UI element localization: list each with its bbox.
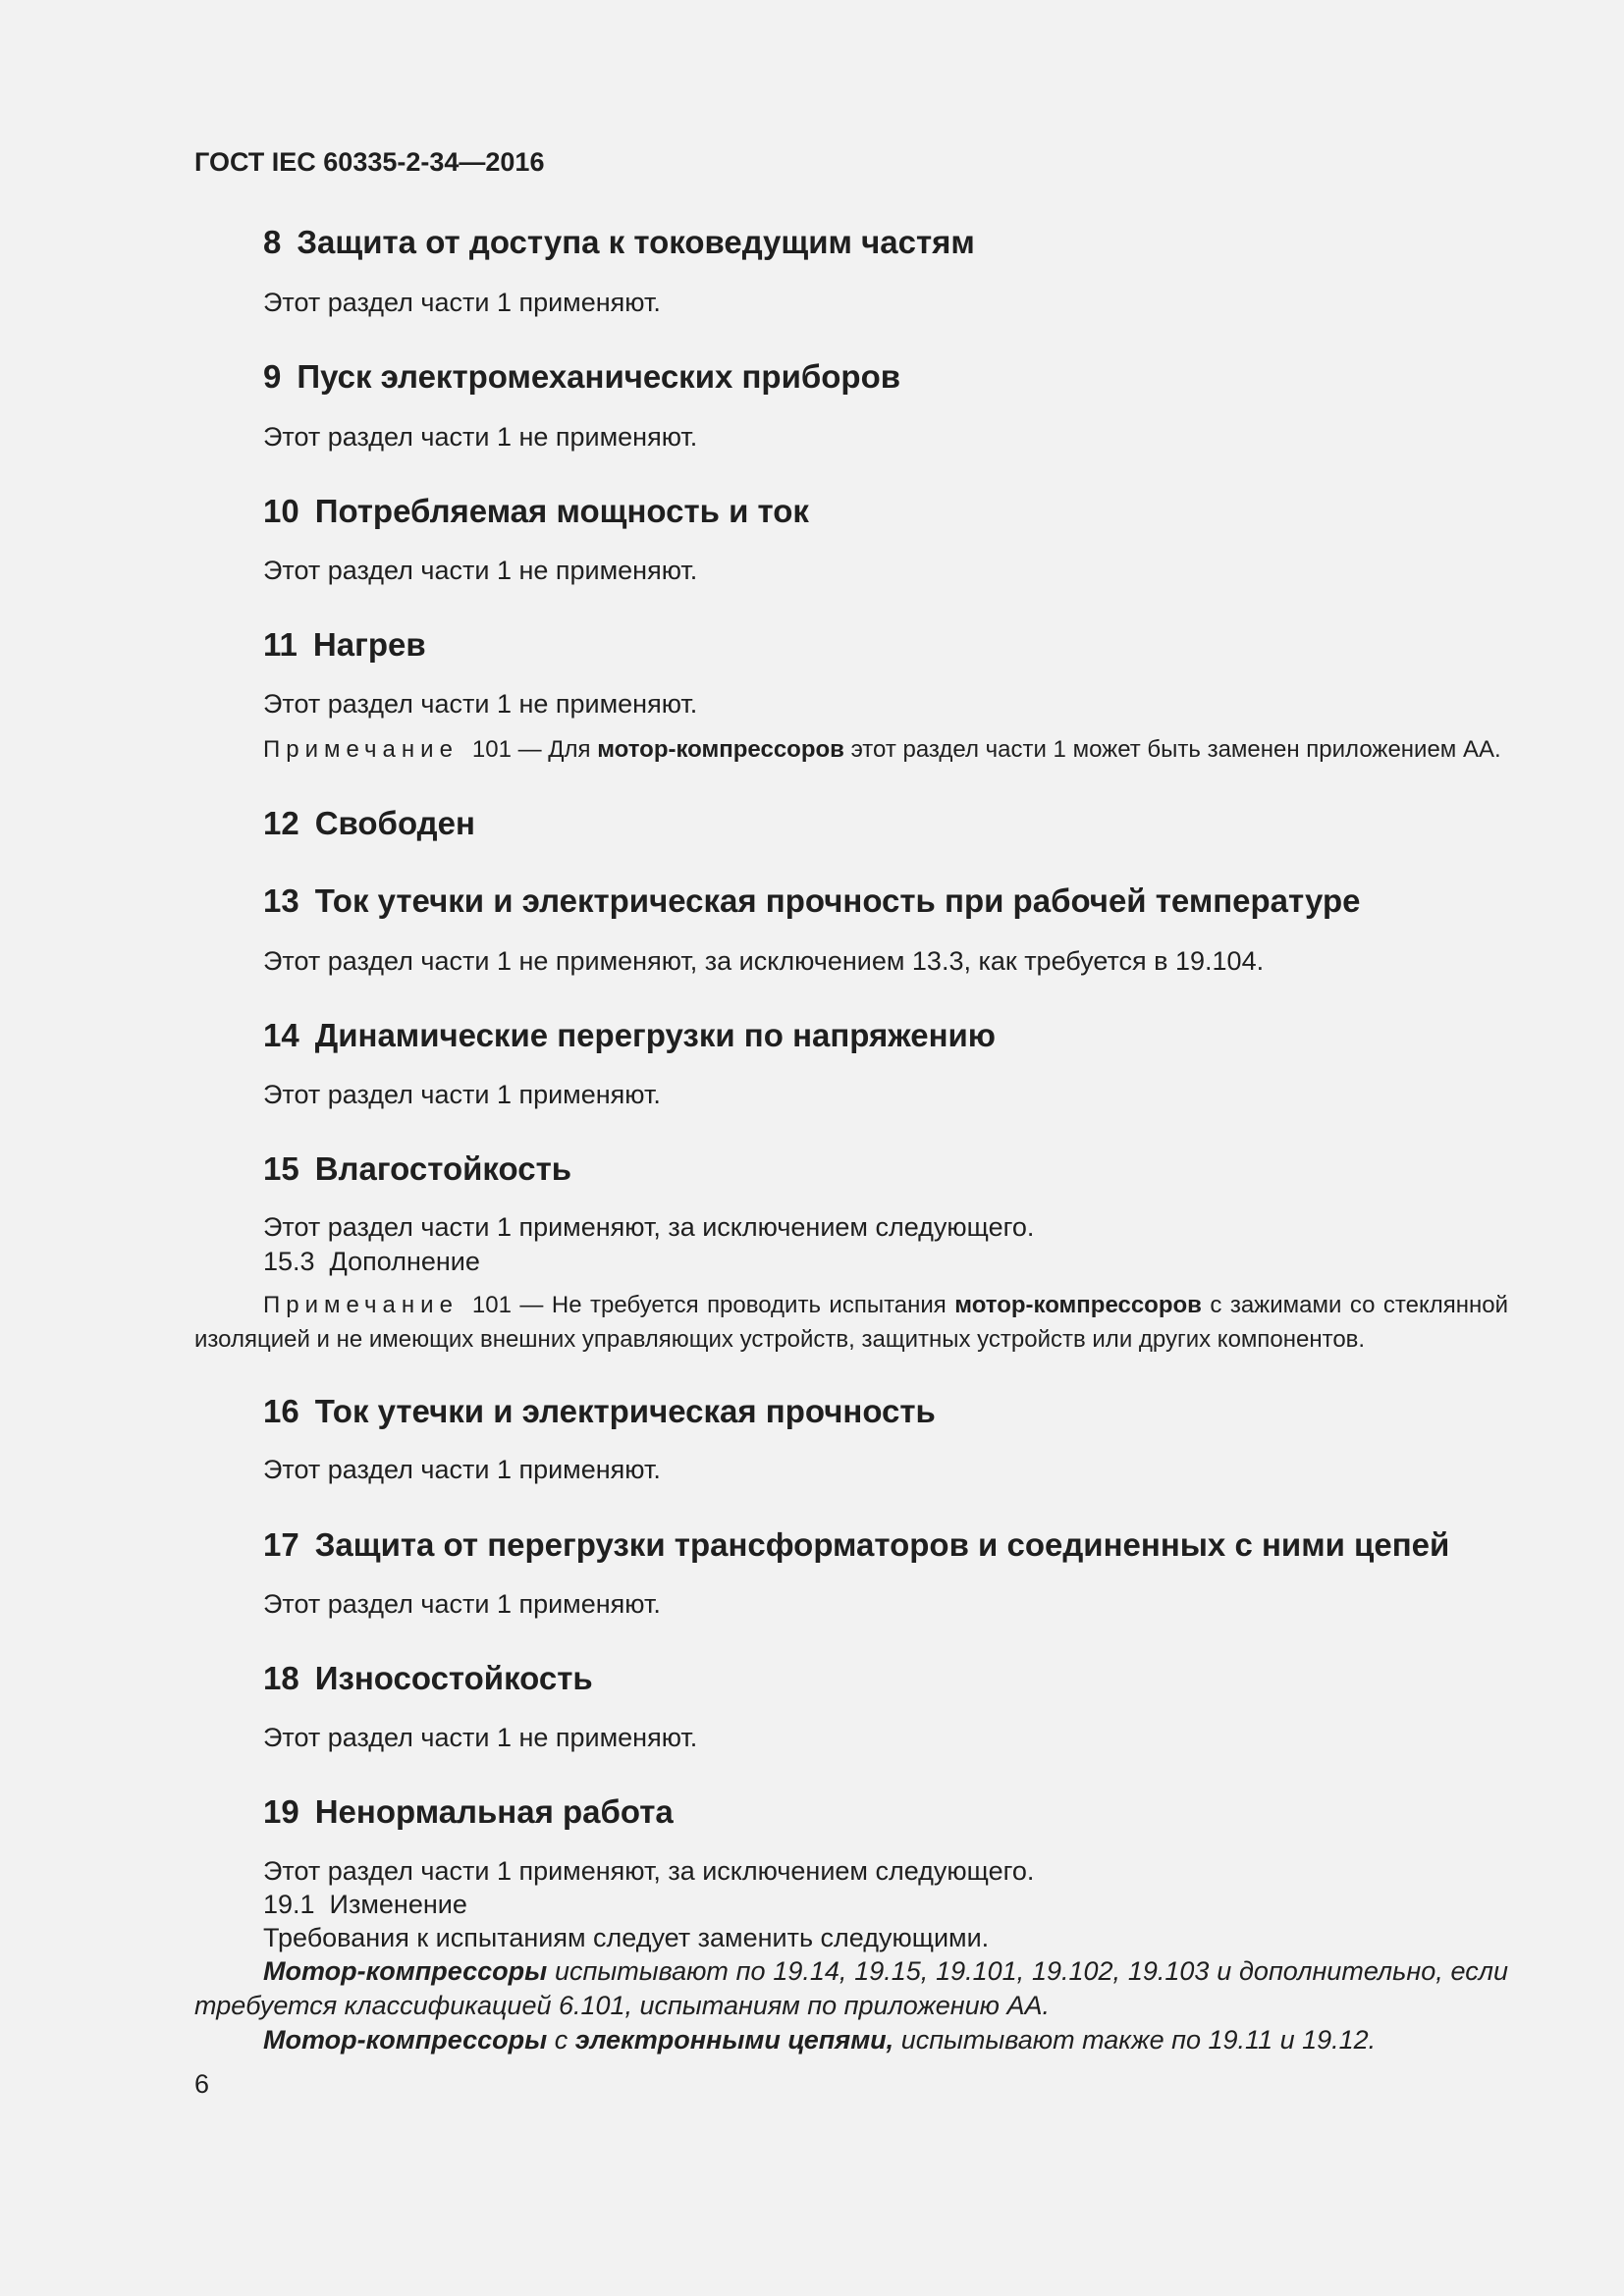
section-9-text: Этот раздел части 1 не применяют. <box>263 422 698 452</box>
section-14-heading <box>263 1017 996 1054</box>
note-text: с зажимами со стеклянной изоляцией и не имеющих внешних управляющих устройств, защитных устройств или других компонентов. <box>194 1292 1508 1353</box>
term-motor-compressors: Мотор-компрессоры <box>263 1956 548 1986</box>
section-13-text: Этот раздел части 1 не применяют, за исключением 13.3, как требуется в 19.104. <box>263 946 1265 976</box>
section-title: Свободен <box>314 805 475 841</box>
note-text: этот раздел части 1 может быть заменен приложением АА. <box>850 736 1501 763</box>
page-number: 6 <box>194 2069 210 2099</box>
section-11-text: Этот раздел части 1 не применяют. <box>263 689 698 719</box>
section-number: 10 <box>263 493 299 529</box>
subsection-15-3: 15.3 Дополнение <box>263 1247 480 1276</box>
note-term: мотор-компрессоров <box>597 736 844 763</box>
section-19-heading <box>263 1793 674 1831</box>
subsection-19-1: 19.1 Изменение <box>263 1890 467 1919</box>
section-number: 11 <box>263 626 298 663</box>
note-term: мотор-компрессоров <box>954 1292 1202 1318</box>
section-19-text: Этот раздел части 1 применяют, за исключением следующего. <box>263 1856 1035 1886</box>
section-title: Влагостойкость <box>314 1150 572 1187</box>
note-label: Примечание <box>263 1292 459 1318</box>
section-8-heading <box>263 224 975 261</box>
term-electronic-circuits: электронными цепями, <box>574 2025 894 2055</box>
term-motor-compressors: Мотор-компрессоры <box>263 2025 548 2055</box>
section-15-note <box>194 1288 1508 1357</box>
section-title: Ненормальная работа <box>314 1793 674 1830</box>
document-header: ГОСТ IEC 60335-2-34—2016 <box>194 147 545 177</box>
section-number: 13 <box>263 882 299 919</box>
section-title: Пуск электромеханических приборов <box>297 358 901 395</box>
paragraph-text: испытывают по 19.14, 19.15, 19.101, 19.102, 19.103 и дополнительно, если требуется классификацией 6.101, испытаниям по приложению АА. <box>194 1956 1508 2020</box>
section-number: 17 <box>263 1526 299 1563</box>
section-19-requirement: Требования к испытаниям следует заменить следующими. <box>263 1923 990 1952</box>
section-number: 18 <box>263 1660 299 1696</box>
section-19-paragraph-2 <box>194 2023 1508 2057</box>
paragraph-text: с <box>554 2025 568 2055</box>
section-title: Ток утечки и электрическая прочность <box>314 1393 936 1429</box>
section-12-heading <box>263 805 475 842</box>
section-title: Ток утечки и электрическая прочность при рабочей температуре <box>314 882 1361 919</box>
section-number: 15 <box>263 1150 299 1187</box>
section-16-text: Этот раздел части 1 применяют. <box>263 1455 661 1484</box>
section-18-text: Этот раздел части 1 не применяют. <box>263 1723 698 1752</box>
section-19-paragraph-1 <box>194 1954 1508 2023</box>
section-8-text: Этот раздел части 1 применяют. <box>263 288 661 317</box>
section-number: 12 <box>263 805 299 841</box>
section-14-text: Этот раздел части 1 применяют. <box>263 1080 661 1109</box>
section-title: Защита от перегрузки трансформаторов и соединенных с ними цепей <box>314 1526 1450 1563</box>
section-title: Износостойкость <box>314 1660 593 1696</box>
paragraph-text: испытывают также по 19.11 и 19.12. <box>900 2025 1377 2055</box>
section-title: Защита от доступа к токоведущим частям <box>297 224 975 260</box>
section-17-heading <box>263 1526 1449 1564</box>
section-16-heading <box>263 1393 936 1430</box>
section-title: Нагрев <box>312 626 426 663</box>
note-text: 101 — Не требуется проводить испытания <box>471 1292 947 1318</box>
section-10-heading <box>263 493 809 530</box>
section-9-heading <box>263 358 900 396</box>
note-text: 101 — Для <box>471 736 591 763</box>
section-13-heading <box>263 882 1360 920</box>
section-18-heading <box>263 1660 593 1697</box>
section-number: 14 <box>263 1017 299 1053</box>
section-15-text: Этот раздел части 1 применяют, за исключением следующего. <box>263 1212 1035 1242</box>
note-label: Примечание <box>263 736 459 763</box>
section-number: 19 <box>263 1793 299 1830</box>
section-11-note <box>263 736 1501 764</box>
section-number: 16 <box>263 1393 299 1429</box>
section-17-text: Этот раздел части 1 применяют. <box>263 1589 661 1619</box>
section-number: 9 <box>263 358 282 395</box>
section-15-heading <box>263 1150 571 1188</box>
section-10-text: Этот раздел части 1 не применяют. <box>263 556 698 585</box>
section-11-heading <box>263 626 426 664</box>
section-number: 8 <box>263 224 282 260</box>
section-title: Потребляемая мощность и ток <box>314 493 809 529</box>
section-title: Динамические перегрузки по напряжению <box>314 1017 996 1053</box>
